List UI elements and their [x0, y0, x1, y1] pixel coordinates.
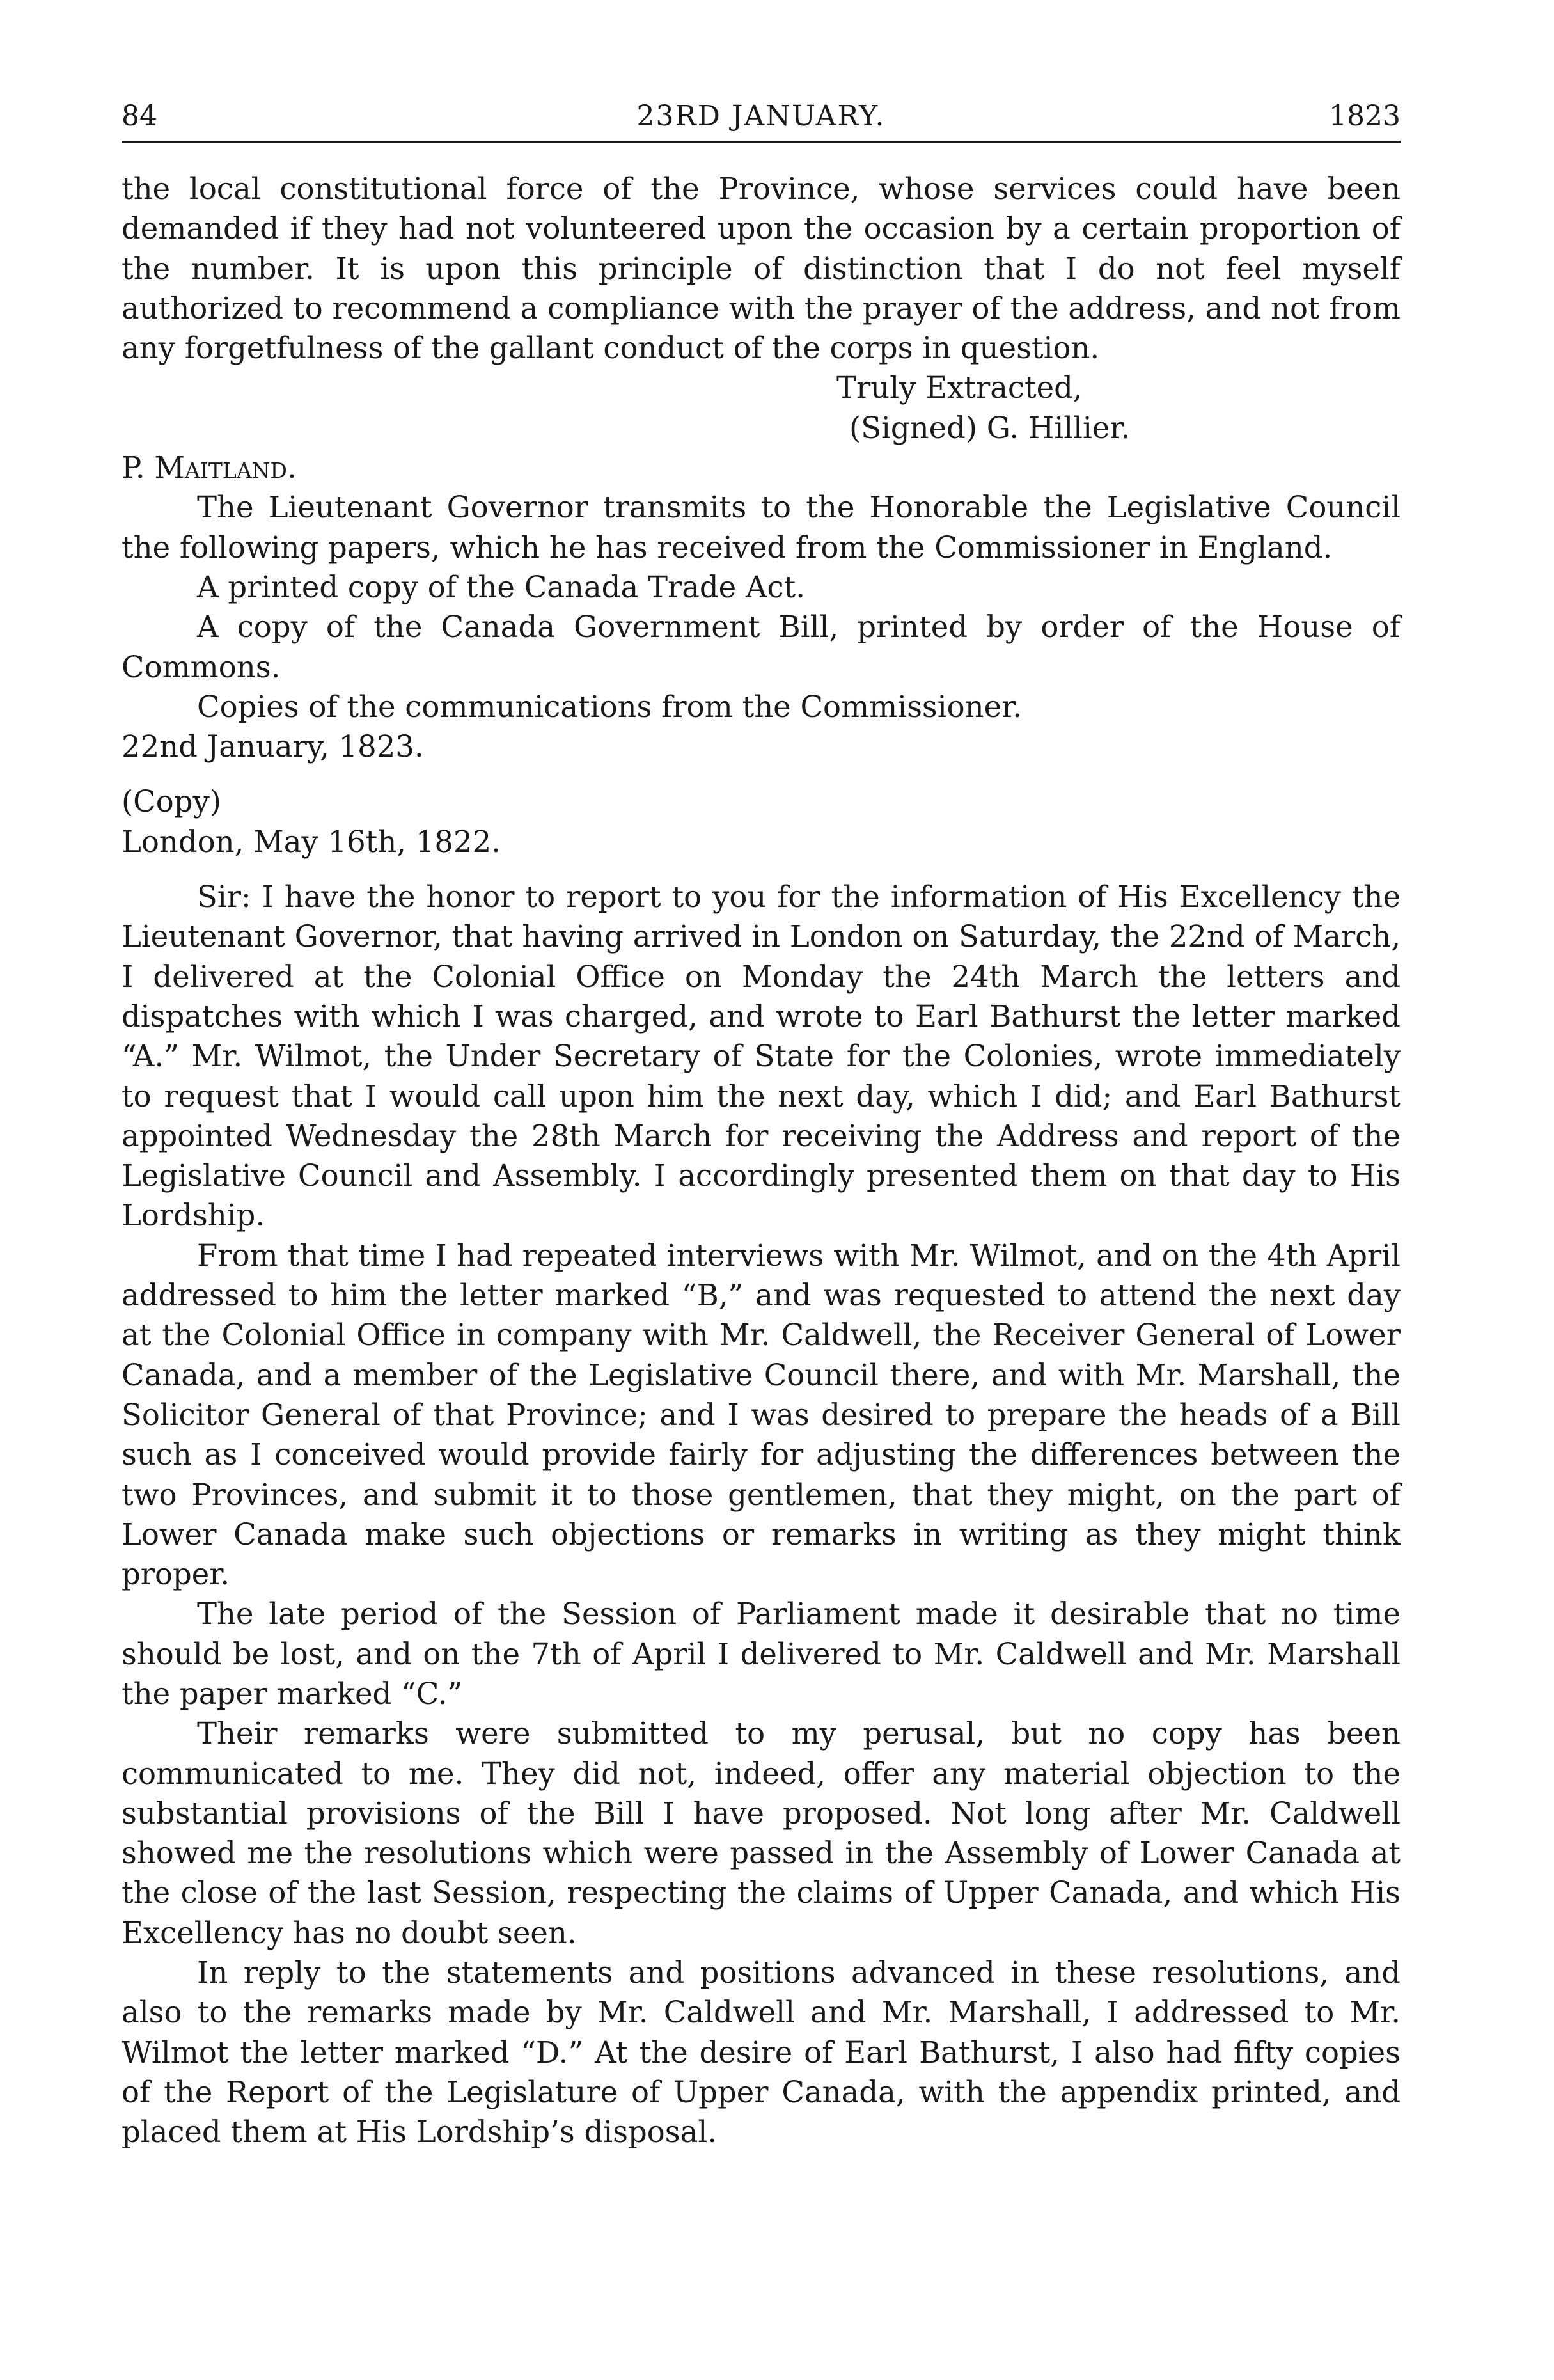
running-header	[122, 96, 1401, 143]
header-year: 1823	[1329, 100, 1401, 132]
signed-line: (Signed) G. Hillier.	[849, 410, 1131, 445]
enclosure-item-2: A copy of the Canada Government Bill, printed by order of the House of Commons.	[122, 610, 1401, 684]
spacer	[122, 766, 1401, 782]
enclosure-item-1: A printed copy of the Canada Trade Act.	[197, 569, 806, 604]
spacer	[122, 862, 1401, 877]
letter-paragraph-2: From that time I had repeated interviews with Mr. Wilmot, and on the 4th April addressed to him the letter marked “B,” and was requested to attend the next day at the Colonial Office in company with Mr. Caldwell, the Receiver General of Lower Canada, and a member of the Legislative Council there, and with Mr. Marshall, the Solicitor General of that Province; and I was desired to prepare the heads of a Bill such as I conceived would provide fairly for adjusting the differences between the two Provinces, and submit it to those gentlemen, that they might, on the part of Lower Canada make such objections or remarks in writing as they might think proper.	[122, 1238, 1401, 1592]
letter-paragraph-5: In reply to the statements and positions advanced in these resolutions, and also to the remarks made by Mr. Caldwell and Mr. Marshall, I addressed to Mr. Wilmot the letter marked “D.” At the desire of Earl Bathurst, I also had fifty copies of the Report of the Legislature of Upper Canada, with the appendix printed, and placed them at His Lordship’s disposal.	[122, 1955, 1401, 2150]
document-page	[122, 96, 1401, 2152]
transmittal-paragraph: The Lieutenant Governor transmits to the Honorable the Legislative Council the following papers, which he has received from the Commissioner in England.	[122, 490, 1401, 565]
header-title: 23RD JANUARY.	[636, 100, 886, 132]
letter-paragraph-4: Their remarks were submitted to my perusal, but no copy has been communicated to me. They did not, indeed, offer any material objection to the substantial provisions of the Bill I have proposed. Not long after Mr. Caldwell showed me the resolutions which were passed in the Assembly of Lower Canada at the close of the last Session, respecting the claims of Upper Canada, and which His Excellency has no doubt seen.	[122, 1716, 1401, 1950]
truly-extracted-line: Truly Extracted,	[836, 370, 1083, 406]
letter-paragraph-1: Sir: I have the honor to report to you for the information of His Excellency the Lieutenant Governor, that having arrived in London on Saturday, the 22nd of March, I delivered at the Colonial Office on Monday the 24th March the letters and dispatches with which I was charged, and wrote to Earl Bathurst the letter marked “A.” Mr. Wilmot, the Under Secretary of State for the Colonies, wrote immediately to request that I would call upon him the next day, which I did; and Earl Bathurst appointed Wednesday the 28th March for receiving the Address and report of the Legislative Council and Assembly. I accordingly presented them on that day to His Lordship.	[122, 879, 1401, 1233]
page-number: 84	[122, 100, 157, 132]
maitland-signature: P. Maitland.	[122, 450, 297, 485]
paragraph-continuation: the local constitutional force of the Province, whose services could have been demanded if they had not volunteered upon the occasion by a certain proportion of the number. It is upon this principle of distinction that I do not feel myself authorized to recommend a compliance with the prayer of the address, and not from any forgetfulness of the gallant conduct of the corps in question.	[122, 171, 1401, 366]
document-body	[122, 169, 1401, 2152]
letter-paragraph-3: The late period of the Session of Parliament made it desirable that no time should be lost, and on the 7th of April I delivered to Mr. Caldwell and Mr. Marshall the paper marked “C.”	[122, 1596, 1401, 1711]
copy-label: (Copy)	[122, 784, 221, 819]
letter-dateline: London, May 16th, 1822.	[122, 824, 501, 859]
transmittal-date: 22nd January, 1823.	[122, 729, 424, 764]
enclosure-item-3: Copies of the communications from the Commissioner.	[197, 689, 1023, 724]
